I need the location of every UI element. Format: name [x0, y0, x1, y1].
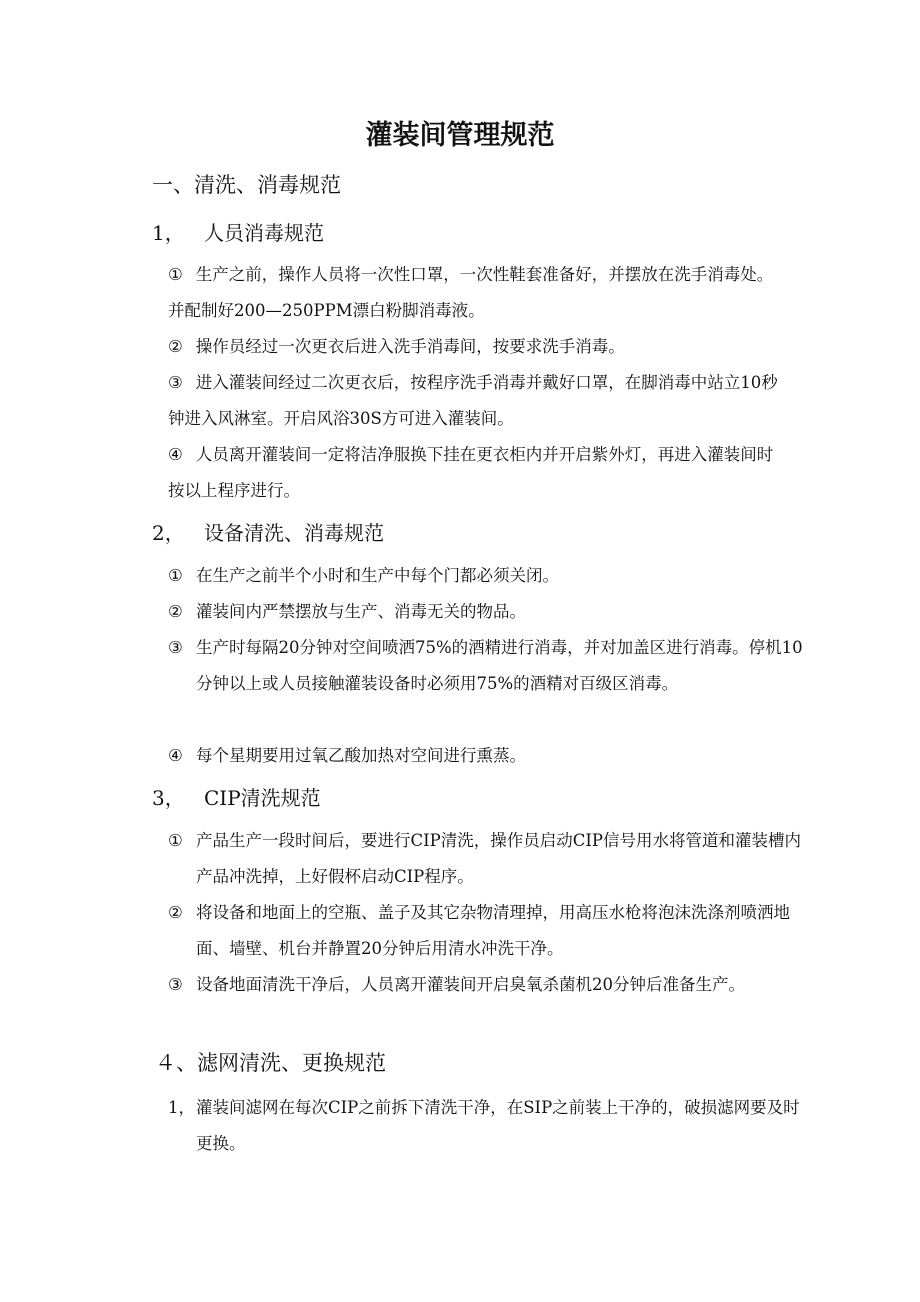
list-item [168, 329, 786, 365]
subsection-heading-equipment [152, 518, 384, 548]
list-item [168, 594, 814, 630]
list-item [168, 437, 786, 509]
item-marker: ① [168, 566, 183, 585]
item-marker: ① [168, 265, 183, 284]
item-marker: ③ [168, 638, 183, 657]
subsection-number: 1， [152, 221, 185, 245]
item-marker: ① [168, 831, 183, 850]
list-item [168, 967, 814, 1003]
item-marker: ③ [168, 373, 183, 392]
section-heading-cleaning-disinfection: 一、清洗、消毒规范 [152, 173, 341, 197]
subsection-number: 2， [152, 521, 185, 545]
item-text: 灌装间滤网在每次CIP之前拆下清洗干净，在SIP之前装上干净的，破损滤网要及时更换。 [196, 1098, 800, 1153]
section-heading-filter: ４、滤网清洗、更换规范 [155, 1051, 386, 1075]
item-text: 产品生产一段时间后，要进行CIP清洗，操作员启动CIP信号用水将管道和灌装槽内产品冲洗掉，上好假杯启动CIP程序。 [196, 831, 801, 886]
subsection-number: 3， [152, 786, 185, 810]
item-marker: ④ [168, 746, 183, 765]
item-text: 进入灌装间经过二次更衣后，按程序洗手消毒并戴好口罩，在脚消毒中站立10秒钟进入风淋室。开启风浴30S方可进入灌装间。 [168, 373, 778, 428]
list-item [168, 823, 814, 895]
item-text: 生产之前，操作人员将一次性口罩，一次性鞋套准备好，并摆放在洗手消毒处。并配制好200—250PPM漂白粉脚消毒液。 [168, 265, 774, 320]
list-item [168, 558, 814, 594]
item-text: 每个星期要用过氧乙酸加热对空间进行熏蒸。 [196, 746, 526, 765]
subsection-title: CIP清洗规范 [204, 786, 321, 810]
list-item [168, 365, 786, 437]
item-text: 操作员经过一次更衣后进入洗手消毒间，按要求洗手消毒。 [195, 337, 625, 356]
list-item [168, 1090, 814, 1162]
item-marker: ② [168, 602, 183, 621]
subsection-title: 人员消毒规范 [204, 221, 324, 245]
item-marker: ② [168, 337, 183, 356]
list-item [168, 630, 814, 702]
list-item [168, 738, 814, 774]
item-marker: 1， [168, 1098, 195, 1117]
document-title: 灌装间管理规范 [365, 120, 555, 151]
list-item [168, 257, 786, 329]
subsection-heading-cip [152, 783, 321, 813]
item-text: 人员离开灌装间一定将洁净服换下挂在更衣柜内并开启紫外灯，再进入灌装间时按以上程序进行。 [168, 445, 774, 500]
item-text: 灌装间内严禁摆放与生产、消毒无关的物品。 [196, 602, 526, 621]
item-text: 将设备和地面上的空瓶、盖子及其它杂物清理掉，用高压水枪将泡沫洗涤剂喷洒地面、墙壁、机台并静置20分钟后用清水冲洗干净。 [196, 903, 790, 958]
item-marker: ④ [168, 445, 183, 464]
item-marker: ② [168, 903, 183, 922]
item-marker: ③ [168, 975, 183, 994]
item-text: 在生产之前半个小时和生产中每个门都必须关闭。 [196, 566, 559, 585]
subsection-title: 设备清洗、消毒规范 [204, 521, 384, 545]
item-text: 生产时每隔20分钟对空间喷洒75%的酒精进行消毒，并对加盖区进行消毒。停机10分钟以上或人员接触灌装设备时必须用75%的酒精对百级区消毒。 [196, 638, 803, 693]
subsection-heading-personnel [152, 218, 324, 248]
list-item [168, 895, 814, 967]
item-text: 设备地面清洗干净后，人员离开灌装间开启臭氧杀菌机20分钟后准备生产。 [196, 975, 745, 994]
